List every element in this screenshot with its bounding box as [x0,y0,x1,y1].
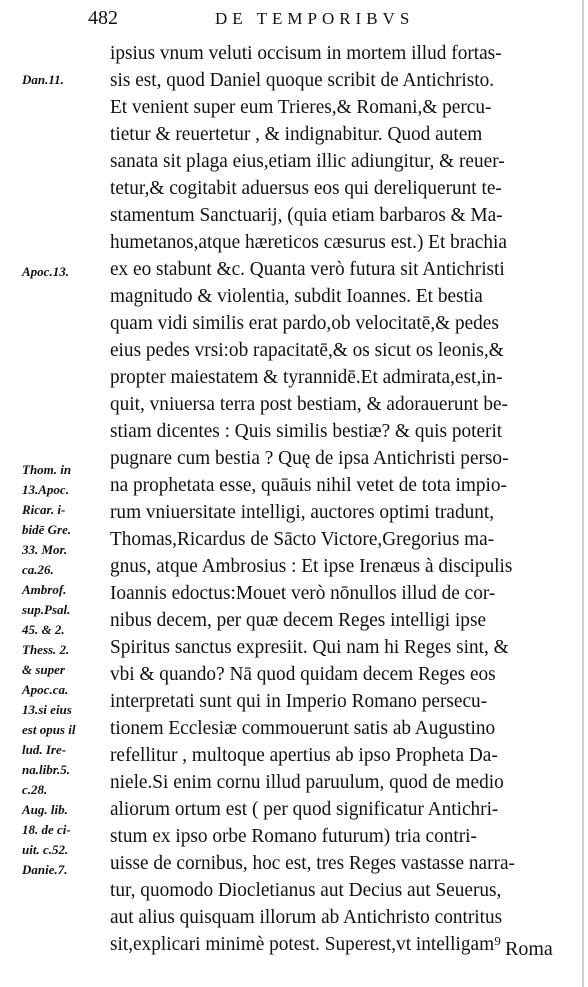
text-line: pugnare cum bestia ? Quę de ipsa Antichristi perso- [110,448,509,469]
catchword: Roma [505,938,553,960]
margin-note: uit. c.52. [22,842,69,857]
text-line: stum ex ipso orbe Romano futurum) tria contri- [110,826,477,847]
text-line: gnus, atque Ambrosius : Et ipse Irenæus à discipulis [110,556,513,577]
text-line: nibus decem, per quæ decem Reges intelligi ipse [110,610,487,631]
running-head: DE TEMPORIBVS [215,9,415,28]
margin-note: lud. Ire- [22,742,67,757]
text-line: uisse de cornibus, hoc est, tres Reges vastasse narra- [110,853,515,874]
margin-note: Thess. 2. [22,642,70,657]
margin-note: & super [22,662,65,677]
text-line: na prophetata esse, quāuis nihil vetet de tota impio- [110,475,507,496]
margin-note: Dan.11. [22,72,64,87]
text-line: quit, vniuersa terra post bestiam, & adorauerunt be- [110,394,508,415]
margin-note: 13.Apoc. [22,482,69,497]
text-line: rum vniuersitate intelligi, auctores optimi tradunt, [110,502,495,523]
text-line: stiam dicentes : Quis similis bestiæ? & quis poterit [110,421,503,442]
page-edge [582,0,584,987]
text-line: magnitudo & violentia, subdit Ioannes. Et bestia [110,286,483,307]
margin-note: Ricar. i- [22,502,66,517]
text-line: aut alius quisquam illorum ab Antichristo contritus [110,907,503,928]
text-line: refellitur , multoque apertius ab ipso Propheta Da- [110,745,498,766]
text-line: ex eo stabunt &c. Quanta verò futura sit Antichristi [110,259,505,280]
text-line: tur, quomodo Diocletianus aut Decius aut Seuerus, [110,880,502,901]
text-line: Thomas,Ricardus de Sācto Victore,Gregorius ma- [110,529,495,550]
margin-note: 45. & 2. [22,622,65,637]
margin-note: Danie.7. [22,862,68,877]
margin-note: 13.si eius [22,702,72,717]
text-line: sis est, quod Daniel quoque scribit de Antichristo. [110,70,495,91]
margin-note: na.libr.5. [22,762,71,777]
text-line: vbi & quando? Nā quod quidam decem Reges eos [110,664,496,685]
margin-note: c.28. [22,782,48,797]
text-line: humetanos,atque hæreticos cæsurus est.) Et brachia [110,232,507,253]
text-line: tietur & reuertetur , & indignabitur. Quod autem [110,124,483,145]
text-line: Ioannis edoctus:Mouet verò nōnullos illud de cor- [110,583,496,604]
text-line: niele.Si enim cornu illud paruulum, quod de medio [110,772,504,793]
body-text [110,40,570,958]
margin-note: Aug. lib. [22,802,68,817]
text-line: tionem Ecclesiæ commouerunt satis ab Augustino [110,718,496,739]
margin-note: 18. de ci- [22,822,71,837]
margin-note: 33. Mor. [22,542,68,557]
margin-note: Apoc.13. [22,264,69,279]
text-line: stamentum Sanctuarij, (quia etiam barbaros & Ma- [110,205,503,226]
margin-note: est opus il [22,722,76,737]
text-line: Et venient super eum Trieres,& Romani,& percu- [110,97,492,118]
text-line: Spiritus sanctus expresiit. Qui nam hi Reges sint, & [110,637,509,658]
text-line: sanata sit plaga eius,etiam illic adiungitur, & reuer- [110,151,505,172]
margin-note: bidē Gre. [22,522,72,537]
text-line: aliorum ortum est ( per quod significatur Antichri- [110,799,499,820]
margin-note: ca.26. [22,562,54,577]
text-line: interpretati sunt qui in Imperio Romano persecu- [110,691,488,712]
page-number: 482 [88,7,118,29]
margin-note: Thom. in [22,462,72,477]
text-line: quam vidi similis erat pardo,ob velocitatē,& pedes [110,313,499,334]
text-line: sit,explicari minimè potest. Superest,vt intelligam⁹ [110,934,501,955]
text-line: tetur,& cogitabit aduersus eos qui dereliquerunt te- [110,178,502,199]
margin-note: Apoc.ca. [22,682,69,697]
text-line: ipsius vnum veluti occisum in mortem illud fortas- [110,43,502,64]
margin-note: sup.Psal. [22,602,71,617]
margin-note: Ambrof. [22,582,67,597]
text-line: propter maiestatem & tyrannidē.Et admirata,est,in- [110,367,503,388]
text-line: eius pedes vrsi:ob rapacitatē,& os sicut os leonis,& [110,340,504,361]
